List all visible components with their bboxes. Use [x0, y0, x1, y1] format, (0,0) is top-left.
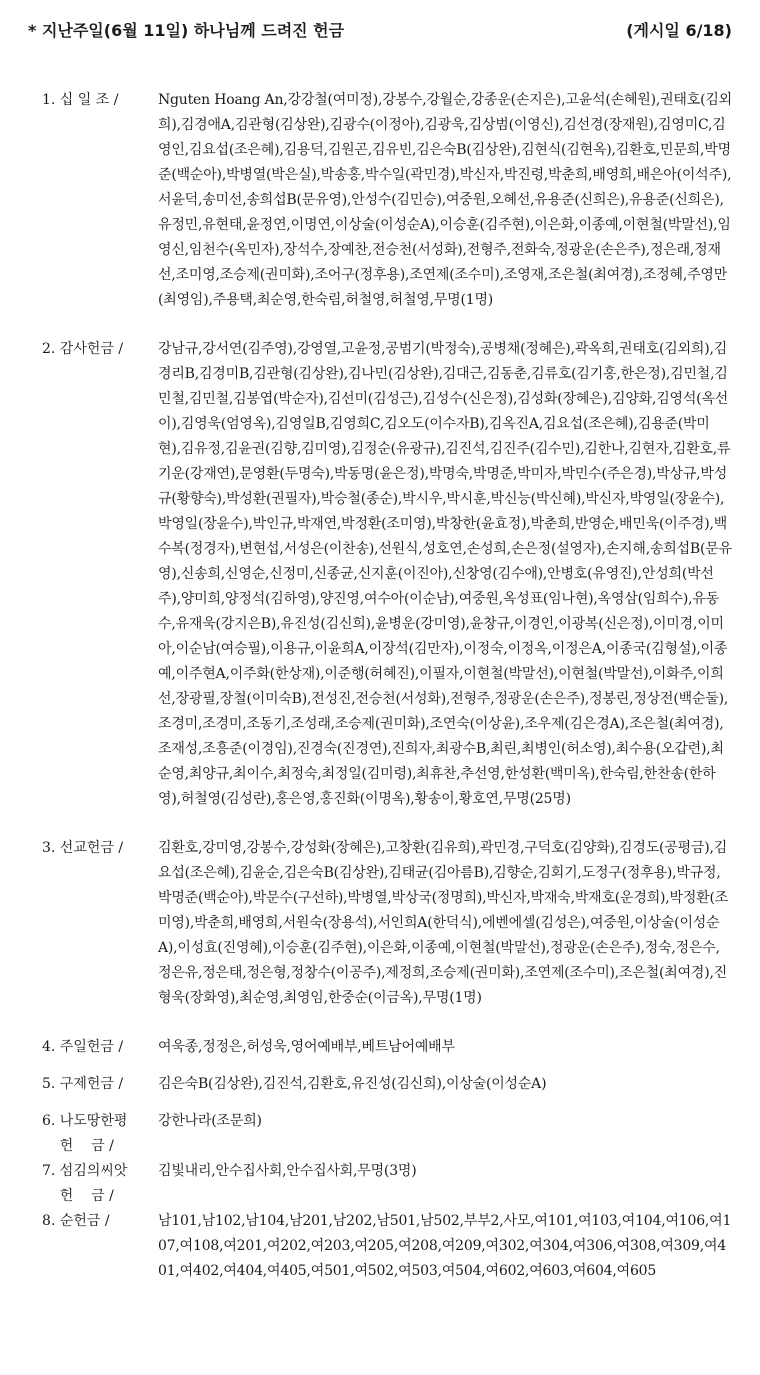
section-names: 남101,남102,남104,남201,남202,남501,남502,부부2,사모,여101,여103,여104,여106,여107,여108,여201,여202,여203,여205,여208,여209,여302,여304,여306,여308,여309,여401,여402,여404,여405,여501,여502,여503,여504,여602,여603,여604,여605 [158, 1213, 732, 1279]
section-label: 2. 감사헌금 / [42, 341, 124, 357]
section-missions [42, 836, 732, 1011]
section-label: 6. 나도땅한평 헌 금 / [42, 1113, 128, 1154]
bulletin-title: * 지난주일(6월 11일) 하나님께 드려진 헌금 [28, 21, 345, 40]
section-names: Nguten Hoang An,강강철(여미정),강봉수,강월순,강종운(손지은),고윤석(손혜원),권태호(김외희),김경애A,김관형(김상완),김광수(이정아),김광욱,김상범(이영신),김선경(장재원),김영미C,김영인,김요섭(조은혜),김용덕,김원곤,김유빈,김은숙B(김상완),김현식(김현옥),김환호,민문희,박명준(백순아),박병열(박은실),박송홍,박수일(곽민경),박신자,박진령,박춘희,배영희,배은아(이석주),서윤덕,송미선,송희섭B(문유영),안성수(김민승),여중원,오혜선,유용준(신희은),유용준(신희은),유정민,유현태,윤정연,이명연,이상술(이성순A),이승훈(김주현),이은화,이종예,이현철(박말선),임영신,임천수(옥민자),장석수,장예찬,전승천(서성화),전형주,전화숙,정광운(손은주),정은래,정재선,조미영,조승제(권미화),조어구(정후용),조연제(조수미),조영재,조은철(최여경),조정혜,주영만(최영임),주용택,최순영,한숙림,허철영,허철영,무명(1명) [158, 92, 732, 308]
section-land [42, 1109, 732, 1159]
section-label: 1. 십 일 조 / [42, 92, 119, 108]
section-tithe [42, 88, 732, 313]
section-names: 강한나라(조문희) [158, 1113, 262, 1129]
section-names: 여욱종,정정은,허성욱,영어예배부,베트남어예배부 [158, 1039, 455, 1055]
section-cell-group [42, 1209, 732, 1284]
section-service-seed [42, 1159, 732, 1209]
section-sunday [42, 1035, 732, 1060]
section-names: 강남규,강서연(김주영),강영열,고윤정,공범기(박정숙),공병채(정혜은),곽옥희,권태호(김외희),김경리B,김경미B,김관형(김상완),김나민(김상완),김대근,김동춘,김류호(김기홍,한은정),김민철,김민철,김민철,김봉엽(박순자),김선미(김성근),김성수(신은정),김성화(장혜은),김양화,김영석(옥선이),김영욱(엄영옥),김영일B,김영희C,김오도(이수자B),김옥진A,김요섭(조은혜),김용준(박미현),김유정,김윤권(김향,김미영),김정순(유광규),김진석,김진주(김수민),김한나,김현자,김환호,류기운(강재연),문영환(두명숙),박동명(윤은정),박명숙,박명준,박미자,박민수(주은경),박상규,박성규(황향숙),박성환(권필자),박승철(종순),박시우,박시훈,박신능(박신혜),박신자,박영일(장윤수),박영일(장윤수),박인규,박재연,박정환(조미영),박창한(윤효정),박춘희,반영순,배민욱(이주경),백수복(정경자),변현섭,서성은(이찬송),선원식,성호연,손성희,손은정(설영자),손지해,송희섭B(문유영),신송희,신영순,신정미,신종균,신지훈(이진아),신창영(김수애),안병호(유영진),안성희(박선주),양미희,양정석(김하영),양진영,여수아(이순남),여중원,옥성표(임나현),옥영삼(임희수),유동수,유재욱(강지은B),유진성(김신희),윤병운(강미영),윤창규,이경인,이광복(신은정),이미경,이미아,이순남(여승필),이용규,이윤희A,이장석(김만자),이정숙,이정옥,이정은A,이종국(김형설),이종예,이주현A,이주화(한상재),이준행(허혜진),이필자,이현철(박말선),이현철(박말선),이화주,이희선,장광필,장철(이미숙B),전성진,전승천(서성화),전형주,정광운(손은주),정봉린,정상전(백순둘),조경미,조경미,조동기,조성래,조승제(권미화),조연숙(이상윤),조우제(김은경A),조은철(최여경),조재성,조흥준(이경임),진경숙(진경연),진희자,최광수B,최린,최병인(허소영),최수용(오갑련),최순영,최양규,최이수,최정숙,최정일(김미령),최휴찬,추선영,한성환(백미옥),한숙림,한찬송(한하영),허철영(김성란),홍은영,홍진화(이명옥),황송이,황호연,무명(25명) [158, 341, 732, 807]
posted-date: (게시일 6/18) [626, 21, 732, 40]
section-label: 8. 순헌금 / [42, 1213, 110, 1229]
bulletin-header [28, 18, 732, 44]
section-relief [42, 1072, 732, 1097]
section-names: 김은숙B(김상완),김진석,김환호,유진성(김신희),이상술(이성순A) [158, 1076, 547, 1092]
section-label: 3. 선교헌금 / [42, 840, 124, 856]
section-label: 5. 구제헌금 / [42, 1076, 124, 1092]
section-label: 4. 주일헌금 / [42, 1039, 124, 1055]
section-names: 김환호,강미영,강봉수,강성화(장혜은),고창환(김유희),곽민경,구덕호(김양화),김경도(공평금),김요섭(조은혜),김윤순,김은숙B(김상완),김태균(김아름B),김향순,김회기,도정구(정후용),박규정,박명준(백순아),박문수(구선하),박병열,박상국(정명희),박신자,박재숙,박재호(운경희),박정환(조미영),박춘희,배영희,서원숙(장용석),서인희A(한덕식),에벤에셀(김성은),여중원,이상술(이성순A),이성효(진영혜),이승훈(김주현),이은화,이종예,이현철(박말선),정광운(손은주),정숙,정은수,정은유,정은태,정은형,정창수(이공주),제정희,조승제(권미화),조연제(조수미),조은철(최여경),진형욱(장화영),최순영,최영임,한중순(이금옥),무명(1명) [158, 840, 729, 1006]
section-names: 김빛내리,안수집사회,안수집사회,무명(3명) [158, 1163, 417, 1179]
offering-sections [42, 88, 732, 1284]
section-thanksgiving [42, 337, 732, 812]
section-label: 7. 섬김의씨앗 헌 금 / [42, 1163, 128, 1204]
